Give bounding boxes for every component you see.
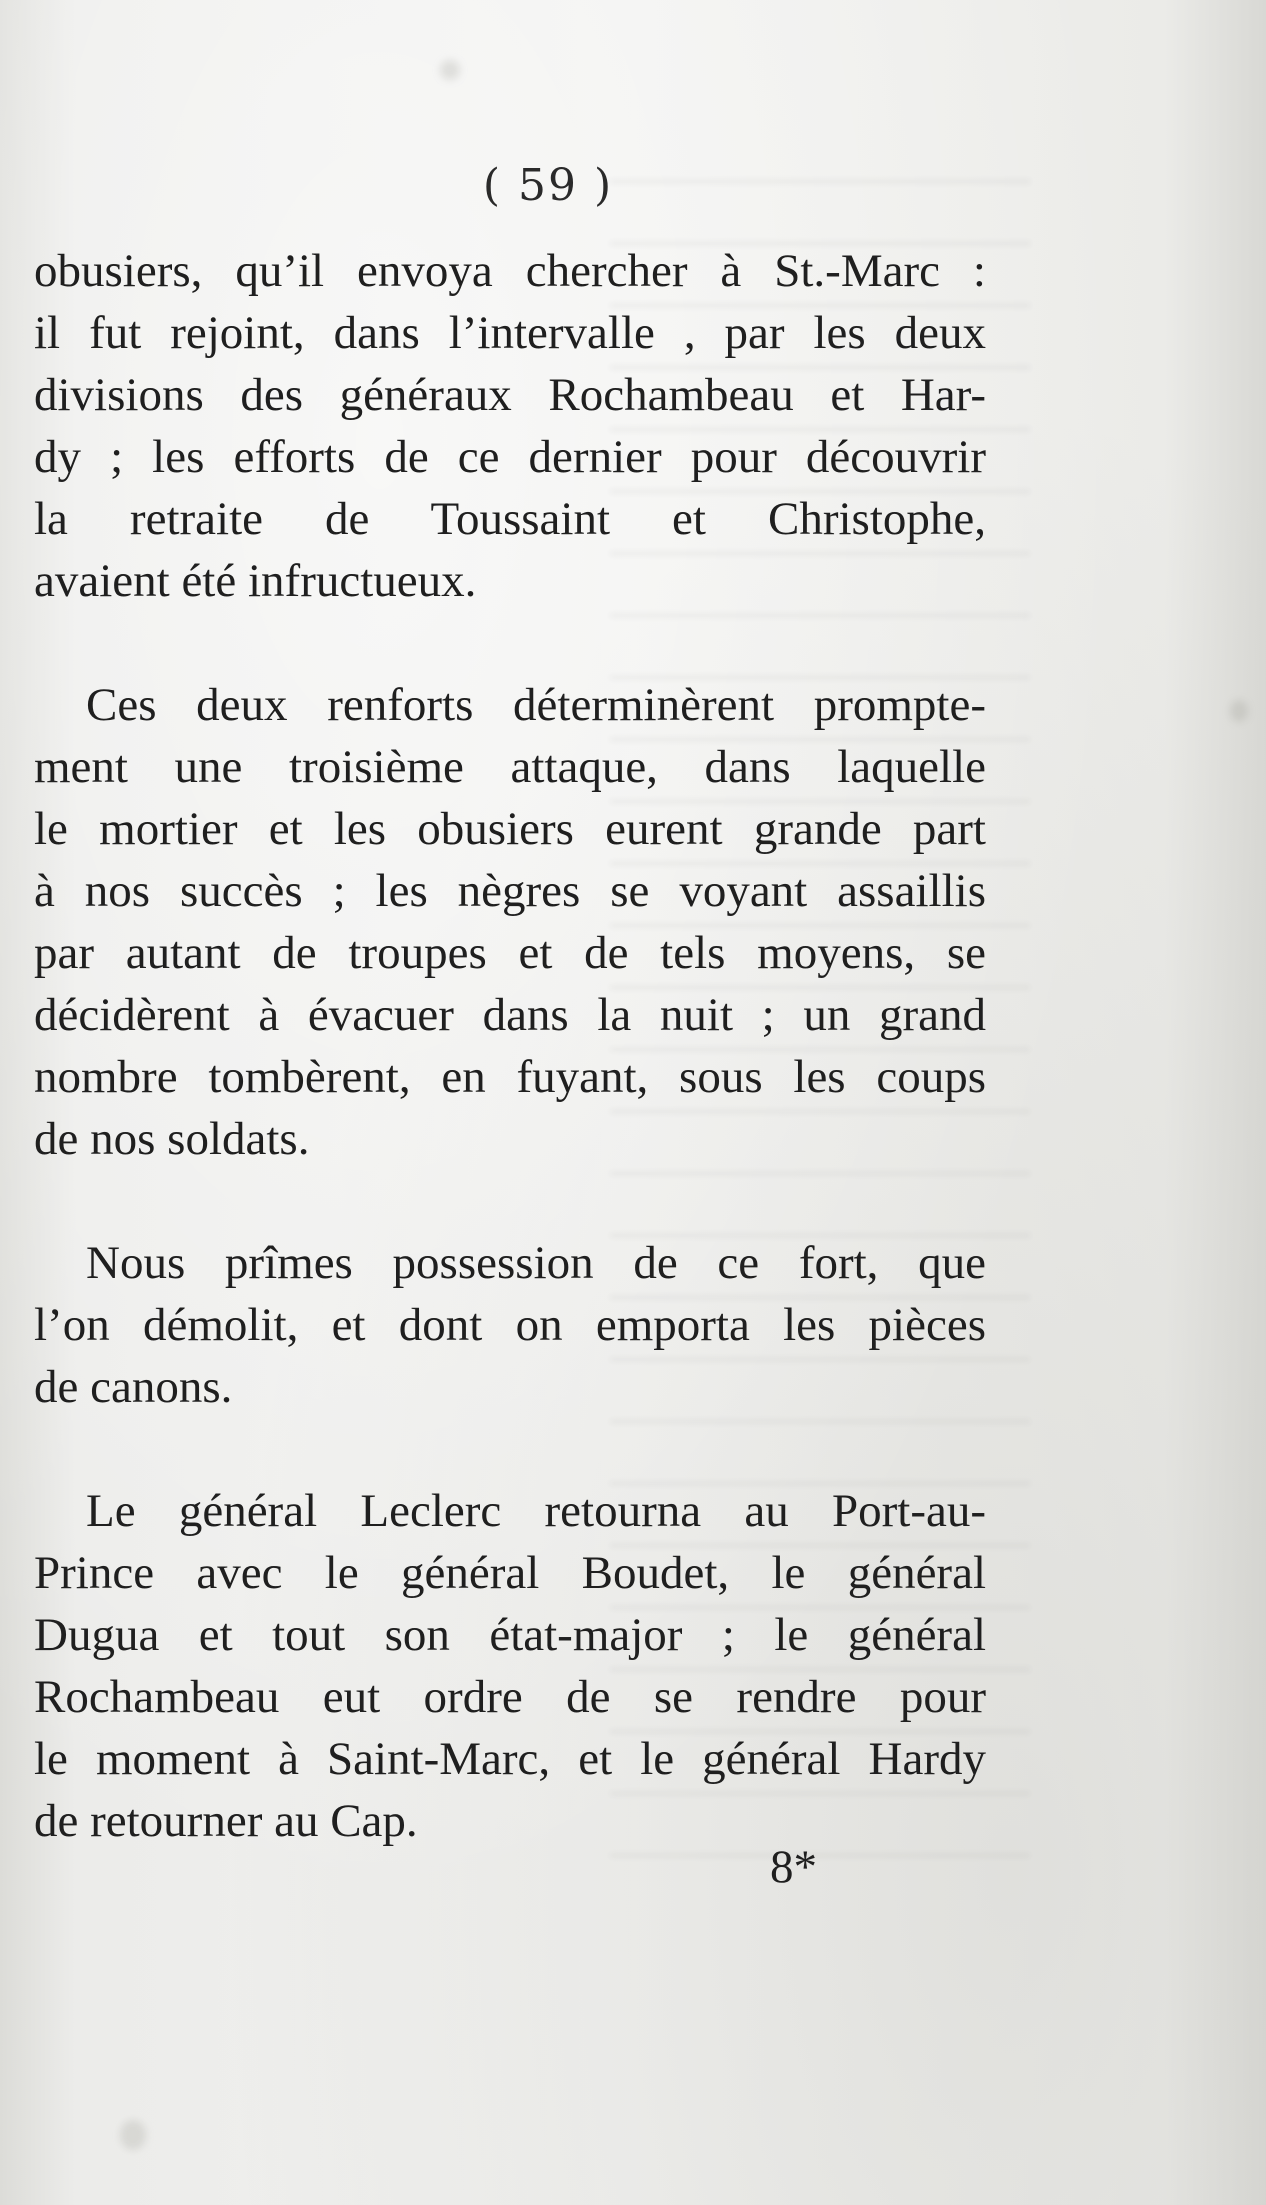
- text-line: de retourner au Cap.: [34, 1795, 418, 1847]
- text-line: Rochambeau eut ordre de se rendre pour: [34, 1671, 986, 1723]
- text-line: avaient été infructueux.: [34, 555, 477, 607]
- paragraph-2: [34, 674, 986, 1170]
- text-line: Le général Leclerc retourna au Port-au-: [86, 1485, 986, 1537]
- body-text: [34, 240, 986, 1852]
- paper-stain: [1230, 700, 1248, 722]
- signature-mark: 8*: [770, 1841, 817, 1893]
- paper-stain: [440, 60, 460, 80]
- text-line: le moment à Saint-Marc, et le général Hardy: [34, 1733, 986, 1785]
- paragraph-3: [34, 1232, 986, 1418]
- text-line: Prince avec le général Boudet, le général: [34, 1547, 986, 1599]
- text-line: l’on démolit, et dont on emporta les pièces: [34, 1299, 986, 1351]
- text-line: la retraite de Toussaint et Christophe,: [34, 493, 986, 545]
- paragraph-1: [34, 240, 986, 612]
- text-line: nombre tombèrent, en fuyant, sous les coups: [34, 1051, 986, 1103]
- text-line: Dugua et tout son état-major ; le général: [34, 1609, 986, 1661]
- text-line: ment une troisième attaque, dans laquelle: [34, 741, 986, 793]
- text-line: de canons.: [34, 1361, 233, 1413]
- text-line: décidèrent à évacuer dans la nuit ; un grand: [34, 989, 986, 1041]
- text-line: Ces deux renforts déterminèrent prompte-: [86, 679, 986, 731]
- text-line: de nos soldats.: [34, 1113, 310, 1165]
- text-line: dy ; les efforts de ce dernier pour découvrir: [34, 431, 986, 483]
- text-line: Nous prîmes possession de ce fort, que: [86, 1237, 986, 1289]
- text-line: à nos succès ; les nègres se voyant assaillis: [34, 865, 986, 917]
- paragraph-4: [34, 1480, 986, 1852]
- text-line: obusiers, qu’il envoya chercher à St.-Marc :: [34, 245, 986, 297]
- text-line: par autant de troupes et de tels moyens, se: [34, 927, 986, 979]
- page-number: ( 59 ): [482, 160, 614, 211]
- paper-stain: [120, 2120, 146, 2150]
- text-line: divisions des généraux Rochambeau et Har-: [34, 369, 986, 421]
- text-line: le mortier et les obusiers eurent grande part: [34, 803, 986, 855]
- text-line: il fut rejoint, dans l’intervalle , par les deux: [34, 307, 986, 359]
